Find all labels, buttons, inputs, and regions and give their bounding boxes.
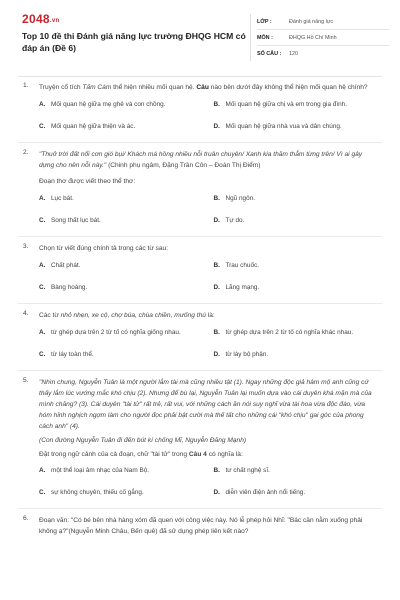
answer-options <box>39 462 378 506</box>
answer-option[interactable]: D. từ láy bộ phận. <box>213 351 269 358</box>
question-number: 1. <box>23 82 29 89</box>
answer-option[interactable]: C. Song thất lục bát. <box>39 217 101 224</box>
answer-option[interactable]: A. một thể loại âm nhạc của Nam Bộ. <box>39 467 150 474</box>
answer-options <box>39 324 378 368</box>
answer-option[interactable]: D. Lãng mạng. <box>213 284 260 291</box>
meta-row-class: LỚP : Đánh giá năng lực <box>257 14 389 30</box>
answer-option[interactable]: A. từ ghép dựa trên 2 từ tố có nghĩa giống nhau. <box>39 329 181 336</box>
question-3 <box>0 237 400 301</box>
site-logo[interactable]: 2048.vn <box>22 12 60 26</box>
question-instruction: Đặt trong ngữ cảnh của cả đoạn, chữ "tài tử" trong Câu 4 có nghĩa là: <box>39 451 243 458</box>
question-number: 2. <box>23 149 29 156</box>
answer-option[interactable]: A. Lục bát. <box>39 195 74 202</box>
question-text: "Thuở trời đất nổi cơn gió bụi/ Khách má hồng nhiều nỗi truân chuyên/ Xanh kia thăm thẳm từng trên/ Vì ai gây dựng cho nên nỗi này." (Chinh phụ ngâm, Đặng Trần Côn – Đoàn Thị Điểm) <box>39 151 363 169</box>
answer-option[interactable]: B. tư chất nghệ sĩ. <box>213 467 270 474</box>
document-header <box>0 0 400 72</box>
answer-option[interactable]: D. Tự do. <box>213 217 245 224</box>
answer-option[interactable]: C. sự không chuyên, thiếu cố gắng. <box>39 489 144 496</box>
question-text: Đoạn văn: "Có bé bên nhà hàng xóm đã quen với công việc này. Nó lễ phép hỏi Nhĩ: "Bác cần nằm xuống phải không ạ?"(Nguyễn Minh Châu, Bến quê) đã sử dụng phép liên kết nào? <box>39 517 363 535</box>
page-title: Top 10 đề thi Đánh giá năng lực trường ĐHQG HCM có đáp án (Đề 6) <box>22 31 246 53</box>
answer-option[interactable]: C. Bàng hoàng. <box>39 284 88 291</box>
answer-options <box>39 96 378 140</box>
answer-options <box>39 257 378 301</box>
answer-option[interactable]: B. Mối quan hệ giữa chị và em trong gia đình. <box>213 101 348 108</box>
answer-option[interactable]: D. Mối quan hệ giữa nhà vua và dân chúng. <box>213 123 342 130</box>
question-text: Các từ nhỏ nhẹn, xe cộ, chợ búa, chùa chiền, mưống thú là: <box>39 312 215 319</box>
question-text: Chọn từ viết đúng chính tả trong các từ sau: <box>39 245 169 252</box>
answer-option[interactable]: C. từ láy toàn thể. <box>39 351 94 358</box>
answer-options <box>39 190 378 234</box>
question-number: 4. <box>23 310 29 317</box>
answer-option[interactable]: B. Trau chuốc. <box>213 262 260 269</box>
answer-option[interactable]: D. diễn viên điện ảnh nổi tiếng. <box>213 489 306 496</box>
question-source: (Con đường Nguyễn Tuân đi đến bút kí chống Mĩ, Nguyễn Đăng Mạnh) <box>39 437 247 444</box>
header-divider <box>18 76 382 77</box>
questions-list <box>0 80 400 537</box>
question-text: Truyện cổ tích Tấm Cám thể hiện nhiều mối quan hệ. Câu nào bên dưới đây không thể hiện mối quan hệ chính? <box>39 84 368 91</box>
question-2 <box>0 143 400 234</box>
answer-option[interactable]: B. từ ghép dựa trên 2 từ tố có nghĩa khác nhau. <box>213 329 354 336</box>
question-5 <box>0 371 400 506</box>
answer-option[interactable]: A. Mối quan hệ giữa mẹ ghẻ và con chồng. <box>39 101 166 108</box>
question-6 <box>0 509 400 537</box>
answer-option[interactable]: B. Ngũ ngôn. <box>213 195 255 202</box>
answer-option[interactable]: C. Mối quan hệ giữa thiện và ác. <box>39 123 136 130</box>
question-number: 3. <box>23 243 29 250</box>
question-1 <box>0 80 400 140</box>
meta-row-subject: MÔN : ĐHQG Hồ Chí Minh <box>257 30 389 46</box>
question-text: "Nhìn chung, Nguyễn Tuân là một người lắm tài mà cũng nhiều tật (1). Ngay những độc giả hâm mộ anh cũng cứ thấy lắm lúc vướng mắc khó chịu (2). Nhưng để bù lại, Nguyễn Tuân lại muốn dựa vào cái duyên khá mặn mà của mình chăng? (3). Cái duyên "tài tử" rất trẻ, rất vui, với những cách ăn nói suy nghĩ vừa tài hoa vừa độc đáo, vừa hóm hỉnh nghịch ngợm làm cho người đọc phải bật cười mà thế tất cho những cái "khó chịu" gai góc của phong cách anh" (4). <box>39 379 372 430</box>
answer-option[interactable]: A. Chất phát. <box>39 262 81 269</box>
question-4 <box>0 304 400 368</box>
question-instruction: Đoạn thơ được viết theo thể thơ: <box>39 178 136 185</box>
question-number: 5. <box>23 377 29 384</box>
exam-meta-table <box>250 14 389 61</box>
question-number: 6. <box>23 515 29 522</box>
meta-row-question-count: SỐ CÂU : 120 <box>257 50 298 57</box>
